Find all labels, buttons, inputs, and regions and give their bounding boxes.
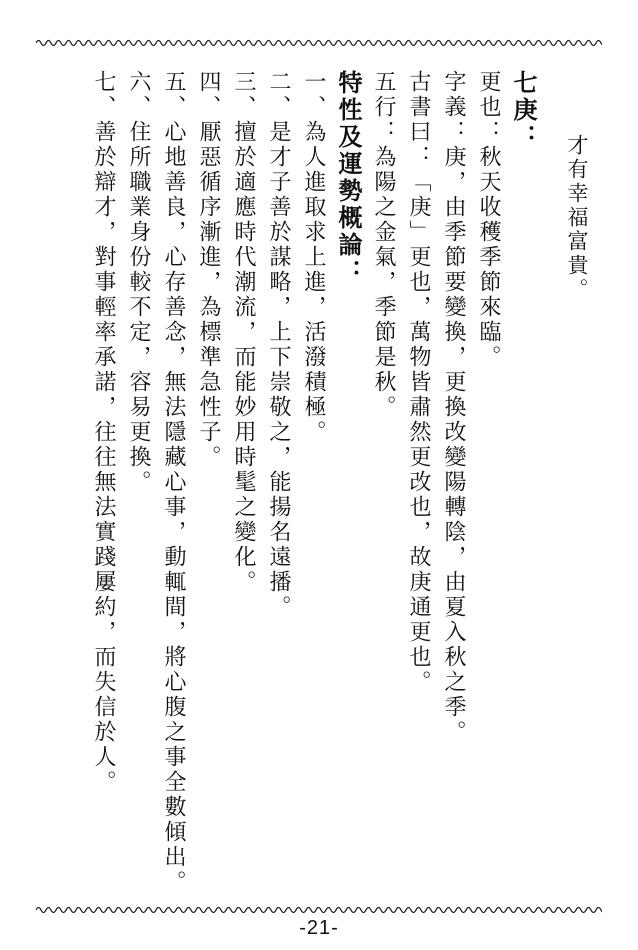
list-item: 五、心地善良，心存善念，無法隱藏心事，動輒間，將心腹之事全數傾出。 xyxy=(161,70,186,895)
top-wave-border xyxy=(36,38,602,48)
page-number: -21- xyxy=(299,917,339,939)
vertical-text-body xyxy=(58,70,598,895)
definition-line: 五行：為陽之金氣，季節是秋。 xyxy=(371,70,396,420)
list-item: 一、為人進取求上進，活潑積極。 xyxy=(301,70,326,445)
list-item: 四、厭惡循序漸進，為標準急性子。 xyxy=(196,70,221,470)
definition-line: 更也：秋天收穫季節來臨。 xyxy=(476,70,501,370)
list-item: 七、善於辯才，對事輕率承諾，往往無法實踐屢約，而失信於人。 xyxy=(91,70,116,795)
section-title: 特性及運勢概論： xyxy=(334,70,363,286)
bottom-wave-border xyxy=(36,905,602,915)
list-item: 二、是才子善於謀略，上下崇敬之，能揚名遠播。 xyxy=(266,70,291,620)
chapter-title: 七庚： xyxy=(509,70,538,151)
definition-line: 古書曰：「庚」更也，萬物皆肅然更改也，故庚通更也。 xyxy=(406,70,431,695)
list-item: 三、擅於適應時代潮流，而能妙用時髦之變化。 xyxy=(231,70,256,595)
header-text: 才有幸福富貴。 xyxy=(565,134,589,302)
definition-line: 字義：庚，由季節要變換，更換改變陽轉陰，由夏入秋之季。 xyxy=(441,70,466,745)
list-item: 六、住所職業身份較不定，容易更換。 xyxy=(126,70,151,495)
